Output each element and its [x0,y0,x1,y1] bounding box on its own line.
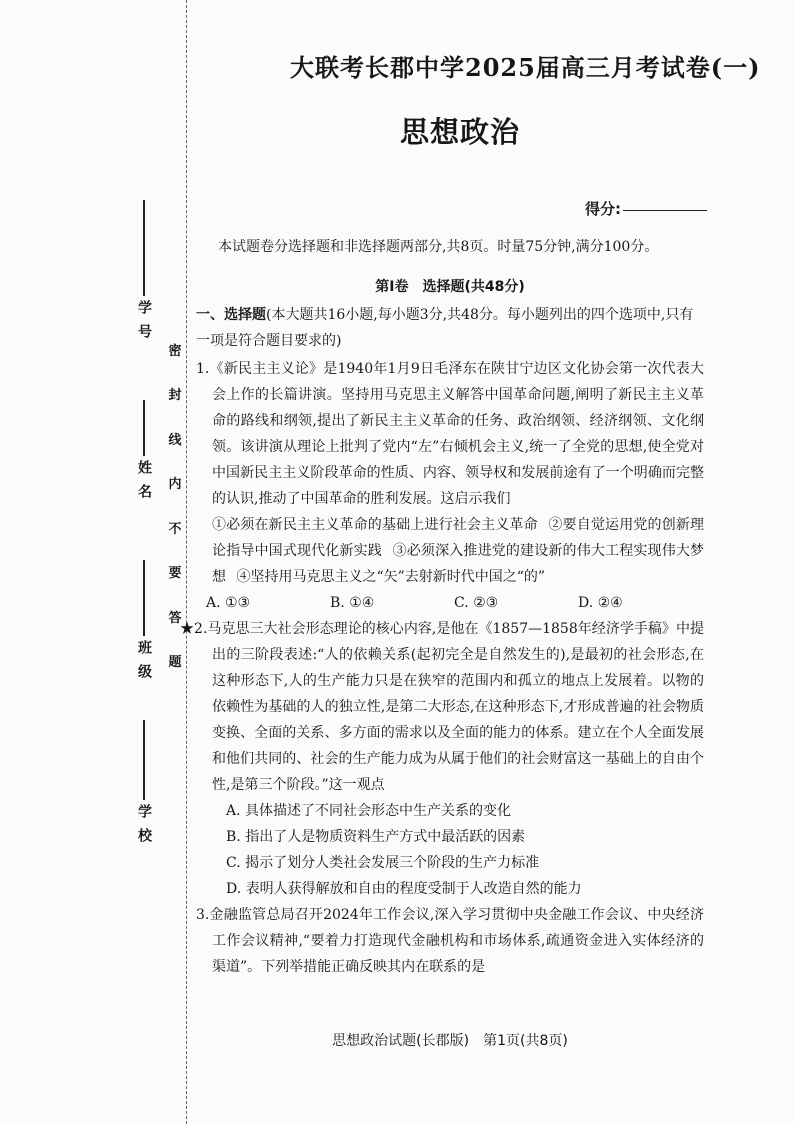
name-label: 姓名 [136,460,152,508]
option-b[interactable]: B. ①④ [330,595,375,611]
score-label: 得分: [585,200,621,218]
question-number: 1. [196,361,210,377]
option-b[interactable]: B. 指出了人是物质资料生产方式中最活跃的因素 [226,829,526,845]
question-1 [196,356,704,616]
statement-item: ③必须深入推进党的建设新的伟大工程实现伟大梦想 [212,543,705,585]
seal-char: 密 [168,344,182,359]
option-d[interactable]: D. 表明人获得解放和自由的程度受制于人改造自然的能力 [226,881,582,897]
statement-item: ④坚持用马克思主义之“矢”去射新时代中国之“的” [236,569,546,585]
statement-item: ②要自觉运用党的创新理论指导中国式现代化新实践 [212,517,705,559]
exam-title: 大联考长郡中学2025届高三月考试卷(一) [290,53,761,82]
question-2 [180,616,704,902]
star-marker: ★ [180,621,195,637]
page-footer: 思想政治试题(长郡版) 第1页(共8页) [332,1033,568,1049]
margin-field-student-id [133,200,155,348]
statement-item: ①必须在新民主主义革命的基础上进行社会主义革命 [212,517,538,533]
margin-field-class [133,560,155,688]
student-id-label: 学号 [136,300,152,348]
margin-field-name [133,400,155,508]
seal-char: 题 [168,654,182,670]
question-options [196,590,704,616]
option-a[interactable]: A. ①③ [206,595,251,611]
question-stem [180,616,704,798]
school-underline [143,720,145,800]
subject-title: 思想政治 [399,115,520,149]
question-number: 3. [196,907,210,923]
binding-dashed-line [186,0,187,1124]
exam-content [180,234,705,980]
name-underline [143,400,145,456]
option-c[interactable]: C. 揭示了划分人类社会发展三个阶段的生产力标准 [226,855,540,871]
instruction-text: (本大题共16小题,每小题3分,共48分。每小题列出的四个选项中,只有一项是符合题目要求的) [196,307,694,349]
seal-char: 内 [168,477,182,493]
student-id-underline [143,200,145,296]
question-number: 2. [194,621,208,637]
seal-char: 答 [168,610,182,626]
section-instruction [196,302,704,354]
question-text: 《新民主主义论》是1940年1月9日毛泽东在陕甘宁边区文化协会第一次代表大会上作的长篇讲演。坚持用马克思主义解答中国革命问题,阐明了新民主主义革命的路线和纲领,提出了新民主主义革命的任务、政治纲领、经济纲领、文化纲领。该讲演从理论上批判了党内“左”右倾机会主义,统一了全党的思想,使全党对中国新民主主义阶段革命的性质、内容、领导权和发展前途有了一个明确而完整的认识,推动了中国革命的胜利发展。这启示我们 [209,361,704,507]
question-options [196,798,704,902]
seal-char: 要 [168,566,182,582]
section-title: 第Ⅰ卷 选择题(共48分) [375,279,525,295]
school-label: 学校 [136,804,152,852]
question-3 [196,902,704,980]
exam-intro: 本试题卷分选择题和非选择题两部分,共8页。时量75分钟,满分100分。 [218,239,659,255]
seal-char: 封 [168,388,182,404]
question-text: 金融监管总局召开2024年工作会议,深入学习贯彻中央金融工作会议、中央经济工作会议精神,“要着力打造现代金融机构和市场体系,疏通资金进入实体经济的渠道”。下列举措能正确反映其内在联系的是 [209,907,704,975]
score-field [585,198,707,219]
option-a[interactable]: A. 具体描述了不同社会形态中生产关系的变化 [226,803,512,819]
question-stem [196,356,704,512]
score-blank[interactable] [623,210,707,211]
question-stem [196,902,704,980]
class-underline [143,560,145,636]
seal-char: 不 [168,521,182,537]
question-text: 马克思三大社会形态理论的核心内容,是他在《1857—1858年经济学手稿》中提出的三阶段表述:“人的依赖关系(起初完全是自然发生的),是最初的社会形态,在这种形态下,人的生产能力只是在狭窄的范围内和孤立的地点上发展着。以物的依赖性为基础的人的独立性,是第二大形态,在这种形态下,才形成普遍的社会物质变换、全面的关系、多方面的需求以及全面的能力的体系。建立在个人全面发展和他们共同的、社会的生产能力成为从属于他们的社会财富这一基础上的自由个性,是第三个阶段。”这一观点 [207,621,704,793]
instruction-heading: 一、选择题 [196,307,266,323]
seal-char: 线 [168,432,182,448]
option-d[interactable]: D. ②④ [578,595,623,611]
margin-field-school [133,720,155,852]
option-c[interactable]: C. ②③ [454,595,499,611]
class-label: 班级 [136,640,152,688]
question-statements [196,512,704,590]
